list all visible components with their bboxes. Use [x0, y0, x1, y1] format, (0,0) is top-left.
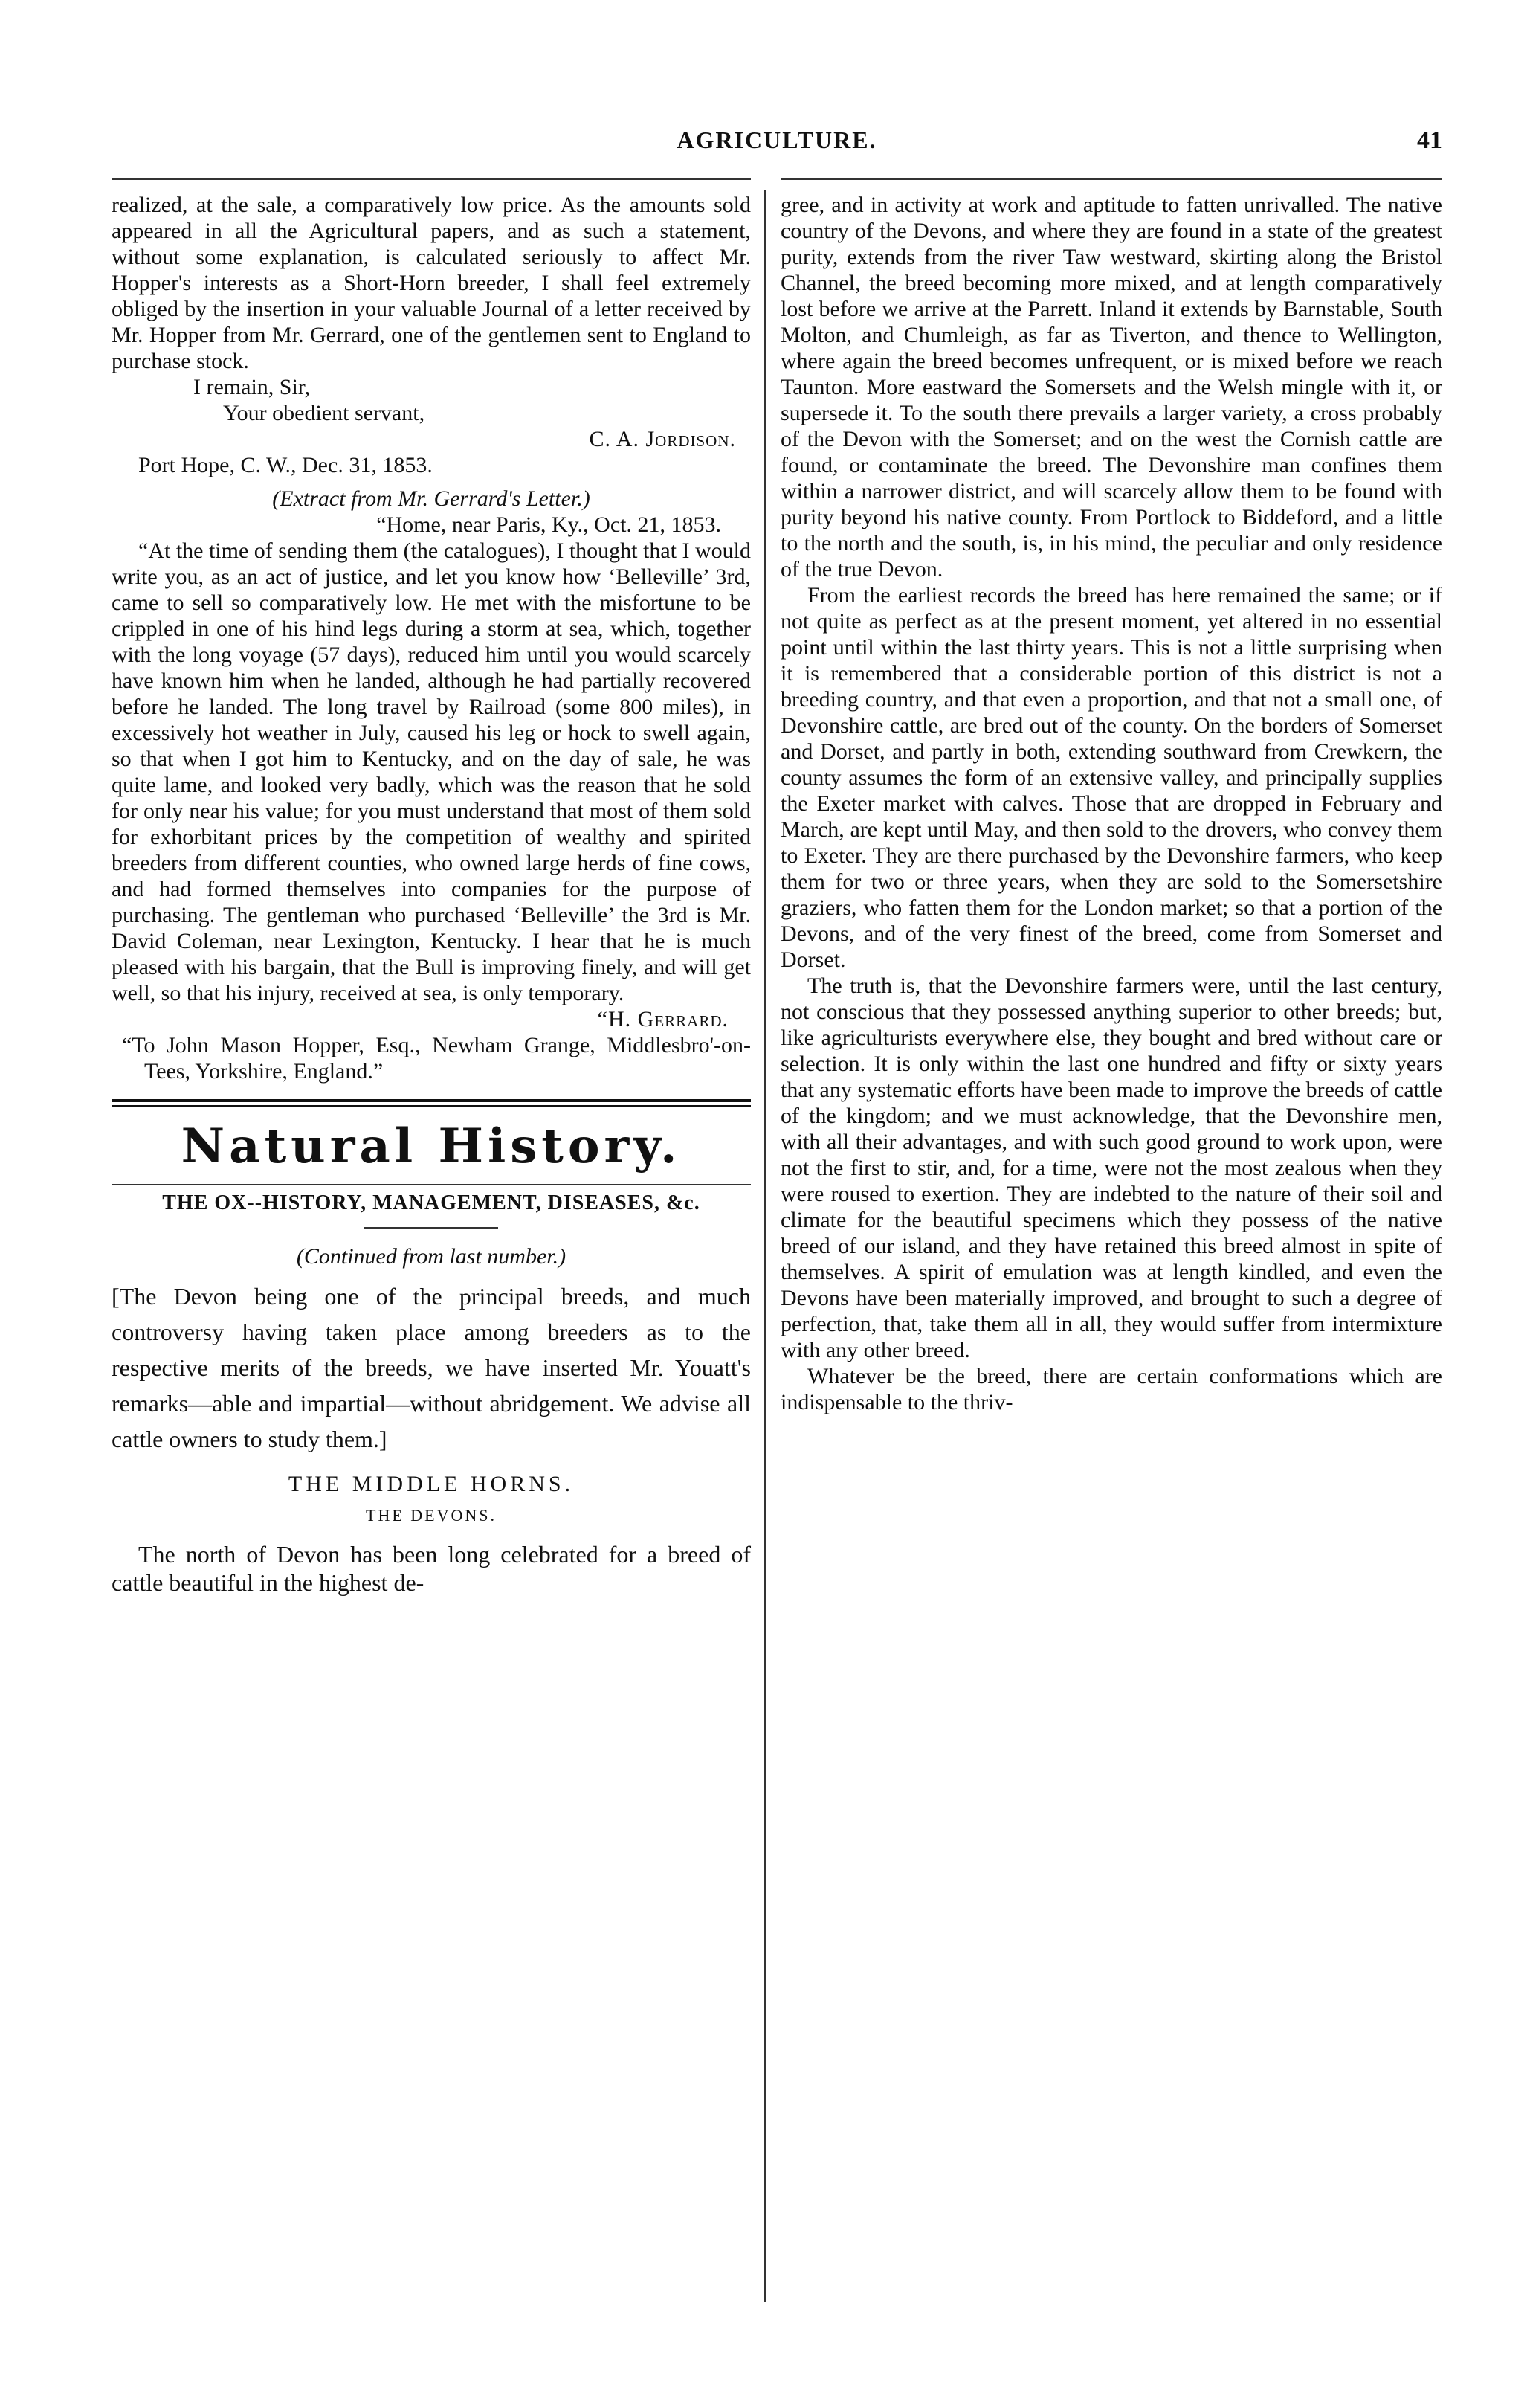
devon-paragraph-1: gree, and in activity at work and aptitude to fatten unrivalled. The native country of the Devons, and where they are found in a state of the greatest purity, extends from the river Taw westward, skirting along the Bristol Channel, the breed becoming more mixed, and at length comparatively lost before we arrive at the Parrett. Inland it extends by Barnstable, South Molton, and Chumleigh, as far as Tiverton, and thence to Wellington, where again the breed becomes unfrequent, or is mixed before we reach Taunton. More eastward the Somersets and the Welsh mingle with it, or supersede it. To the south there prevails a larger variety, a cross probably of the Devon with the Somerset; and on the west the Cornish cattle are found, or contaminate the breed. The Devonshire man confines them within a narrower district, and will scarcely allow them to be found with purity beyond his native county. From Portlock to Biddeford, and a little to the north and the south, is, in his mind, the peculiar and only residence of the true Devon.	[781, 193, 1442, 582]
signoff-line-1: I remain, Sir,	[193, 375, 311, 399]
editorial-intro	[112, 1278, 751, 1457]
subheading-devons: THE DEVONS.	[366, 1506, 497, 1525]
page-header	[112, 126, 1442, 171]
devon-paragraph-2: From the earliest records the breed has here remained the same; or if not quite as perfect as at the present moment, yet altered in no essential point until within the last thirty years. This is not a little surprising when it is remembered that a considerable portion of this district is not a breeding country, and that even a proportion, and that not a small one, of Devonshire cattle, are bred out of the county. On the borders of Somerset and Dorset, and partly in both, extending southward from Crewkern, the county assumes the form of an extensive valley, and principally supplies the Exeter market with calves. Those that are dropped in February and March, are kept until May, and then sold to the drovers, who convey them to Exeter. They are there purchased by the Devonshire farmers, who keep them for two or three years, when they are sold to the Somersetshire graziers, who fatten them for the London market; so that a portion of the Devons, and of the very finest of the breed, come from Somerset and Dorset.	[781, 583, 1442, 972]
extract-heading: (Extract from Mr. Gerrard's Letter.)	[272, 486, 590, 511]
subheading-middle-horns: THE MIDDLE HORNS.	[288, 1472, 575, 1496]
article-title-rule	[364, 1227, 498, 1229]
signature-jordison: C. A. Jordison.	[589, 427, 736, 451]
running-title: AGRICULTURE.	[677, 126, 877, 153]
section-title-rule	[112, 1184, 751, 1185]
right-column	[781, 192, 1442, 1415]
editorial-intro-text: [The Devon being one of the principal breeds, and much controversy having taken place among breeders as to the respective merits of the breeds, we have inserted Mr. Youatt's remarks—able and impartial—without abridgement. We advise all cattle owners to study them.]	[112, 1283, 751, 1452]
signature-gerrard: “H. Gerrard.	[597, 1007, 729, 1031]
gerrard-letter-body: “At the time of sending them (the catalogues), I thought that I would write you, as an act of justice, and let you know how ‘Belleville’ 3rd, came to sell so comparatively low. He met with the misfortune to be crippled in one of his hind legs during a storm at sea, which, together with the long voyage (57 days), reduced him until you would scarcely have known him when he landed, although he had partially recovered before he landed. The long travel by Railroad (some 800 miles), in excessively hot weather in July, caused his leg or hock to swell again, so that when I got him to Kentucky, and on the day of sale, he was quite lame, and looked very badly, which was the reason that he sold for only near his value; for you must understand that most of them sold for exhorbitant prices by the competition of wealthy and spirited breeders from different counties, who owned large herds of fine cows, and had formed themselves into companies for the purpose of purchasing. The gentleman who purchased ‘Belleville’ the 3rd is Mr. David Coleman, near Lexington, Kentucky. I hear that he is much pleased with his bargain, that the Bull is improving finely, and will get well, so that his injury, received at sea, is only temporary.	[112, 538, 751, 1005]
devon-paragraph-3: The truth is, that the Devonshire farmers were, until the last century, not conscious that they possessed anything superior to other breeds; but, like agriculturists everywhere else, they bought and bred without care or selection. It is only within the last one hundred and fifty or sixty years that any systematic efforts have been made to improve the breeds of cattle of the kingdom; and we must acknowledge, that the Devonshire men, with all their advantages, and with such good ground to work upon, were not the first to stir, and, for a time, were not the most zealous when they were roused to exertion. They are indebted to the nature of their soil and climate for the beautiful specimens which they possess of the native breed of our island, and they have retained this breed almost in spite of themselves. A spirit of emulation was at length kindled, and even the Devons have been materially improved, and brought to such a degree of perfection, that, take them all in all, they would suffer from intermixture with any other breed.	[781, 973, 1442, 1362]
continued-note: (Continued from last number.)	[296, 1244, 566, 1269]
header-rule-left	[112, 178, 751, 180]
section-rule	[112, 1099, 751, 1107]
article-title: THE OX--HISTORY, MANAGEMENT, DISEASES, &c.	[162, 1191, 700, 1214]
dateline: Port Hope, C. W., Dec. 31, 1853.	[138, 453, 433, 477]
signoff-line-2: Your obedient servant,	[223, 401, 425, 425]
letter-continuation: realized, at the sale, a comparatively low price. As the amounts sold appeared in all the Agricultural papers, and as such a statement, without some explanation, is calculated seriously to affect Mr. Hopper's interests as a Short-Horn breeder, I shall feel extremely obliged by the insertion in your valuable Journal of a letter received by Mr. Hopper from Mr. Gerrard, one of the gentlemen sent to England to purchase stock.	[112, 193, 751, 373]
header-rule-right	[781, 178, 1442, 180]
section-title: Natural History.	[181, 1118, 682, 1174]
letter-dateline: “Home, near Paris, Ky., Oct. 21, 1853.	[376, 512, 721, 537]
page-number: 41	[1417, 126, 1442, 154]
left-column	[112, 192, 751, 1597]
column-divider	[764, 190, 766, 2302]
letter-address: “To John Mason Hopper, Esq., Newham Grange, Middlesbro'-on-Tees, Yorkshire, England.”	[122, 1033, 751, 1084]
devon-paragraph-4: Whatever be the breed, there are certain conformations which are indispensable to the thriv-	[781, 1364, 1442, 1414]
devon-opening-paragraph: The north of Devon has been long celebrated for a breed of cattle beautiful in the highest de-	[112, 1541, 751, 1596]
